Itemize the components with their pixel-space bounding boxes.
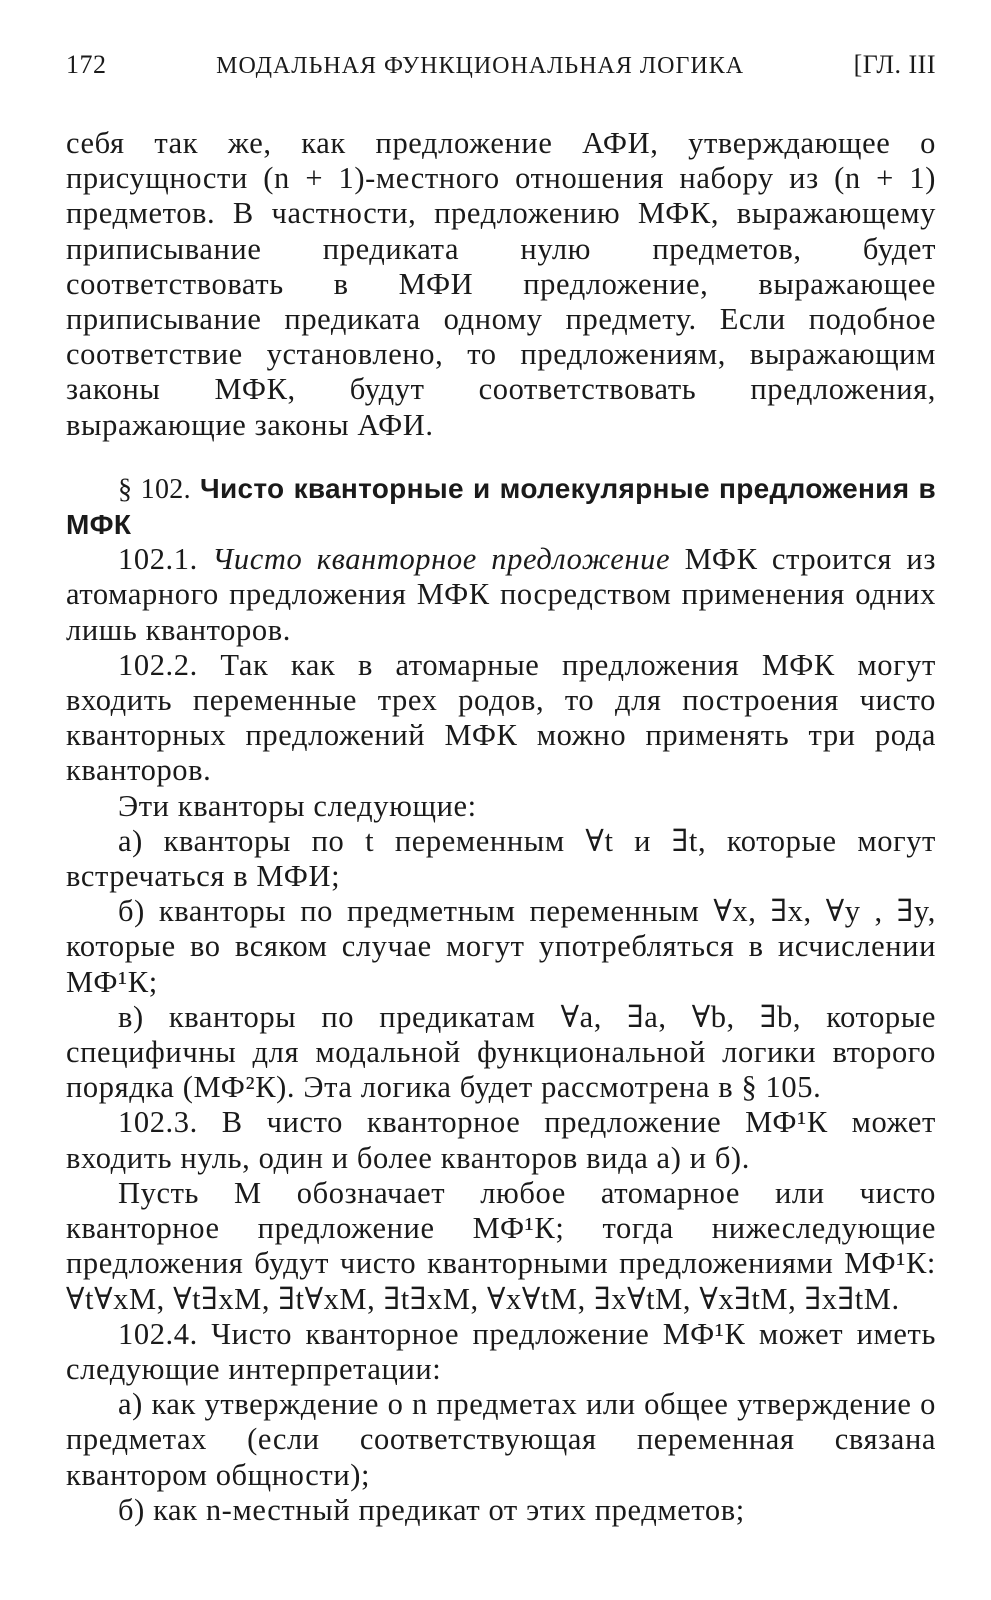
list-item-b: б) кванторы по предметным переменным ∀x, ∃x, ∀y , ∃y, которые во всяком случае могут употребляться в исчислении МФ¹К; — [66, 894, 936, 999]
paragraph-number: 102.3. — [118, 1105, 198, 1140]
page-content — [66, 126, 936, 1528]
paragraph-text: Чисто кванторное предложение МФ¹К может иметь следующие интерпретации: — [66, 1316, 936, 1386]
paragraph-102-3 — [66, 1105, 936, 1175]
running-title: МОДАЛЬНАЯ ФУНКЦИОНАЛЬНАЯ ЛОГИКА — [216, 53, 745, 79]
section-number: § 102. — [118, 473, 191, 505]
interpretation-item-a: а) как утверждение о n предметах или общее утверждение о предметах (если соответствующая переменная связана квантором общности); — [66, 1387, 936, 1492]
paragraph-102-1 — [66, 542, 936, 648]
page-header — [66, 50, 936, 94]
interpretation-item-b: б) как n-местный предикат от этих предметов; — [118, 1492, 745, 1527]
paragraph-text: В чисто кванторное предложение МФ¹К может входить нуль, один и более кванторов вида а) и б). — [66, 1105, 936, 1175]
paragraph-102-2 — [66, 648, 936, 789]
book-page — [66, 50, 936, 1528]
paragraph-let-m: Пусть M обозначает любое атомарное или чисто кванторное предложение МФ¹К; тогда нижеследующие предложения будут чисто кванторными предложениями МФ¹К: ∀t∀xM, ∀t∃xM, ∃t∀xM, ∃t∃xM, ∀x∀tM, ∃x∀tM, ∀x∃tM, ∃x∃tM. — [66, 1175, 936, 1316]
page-number: 172 — [66, 50, 107, 79]
list-item-v: в) кванторы по предикатам ∀a, ∃a, ∀b, ∃b, которые специфичны для модальной функциональной логики второго порядка (МФ²К). Эта логика будет рассмотрена в § 105. — [66, 999, 936, 1105]
section-heading — [66, 471, 936, 542]
chapter-marker: [ГЛ. III — [853, 50, 936, 79]
paragraph-number: 102.2. — [118, 647, 198, 682]
paragraph-quantifiers-intro: Эти кванторы следующие: — [118, 788, 477, 823]
section-title: Чисто кванторные и молекулярные предложения в МФК — [66, 472, 936, 541]
paragraph-text: МФК строится из атомарного предложения МФК посредством применения одних лишь кванторов. — [66, 542, 937, 647]
paragraph-number: 102.4. — [118, 1316, 198, 1351]
paragraph-text: Так как в атомарные предложения МФК могут входить переменные трех родов, то для построения чисто кванторных предложений МФК можно применять три рода кванторов. — [66, 647, 936, 788]
paragraph-continued: себя так же, как предложение АФИ, утверждающее о присущности (n + 1)-местного отношения набору из (n + 1) предметов. В частности, предложению МФК, выражающему приписывание предиката нулю предметов, будет соответствовать в МФИ предложение, выражающее приписывание предиката одному предмету. Если подобное соответствие установлено, то предложениям, выражающим законы МФК, будут соответствовать предложения, выражающие законы АФИ. — [66, 126, 936, 442]
paragraph-102-4 — [66, 1317, 936, 1387]
defined-term: Чисто кванторное предложение — [212, 542, 671, 577]
paragraph-number: 102.1. — [118, 542, 198, 577]
list-item-a: а) кванторы по t переменным ∀t и ∃t, которые могут встречаться в МФИ; — [66, 823, 936, 894]
